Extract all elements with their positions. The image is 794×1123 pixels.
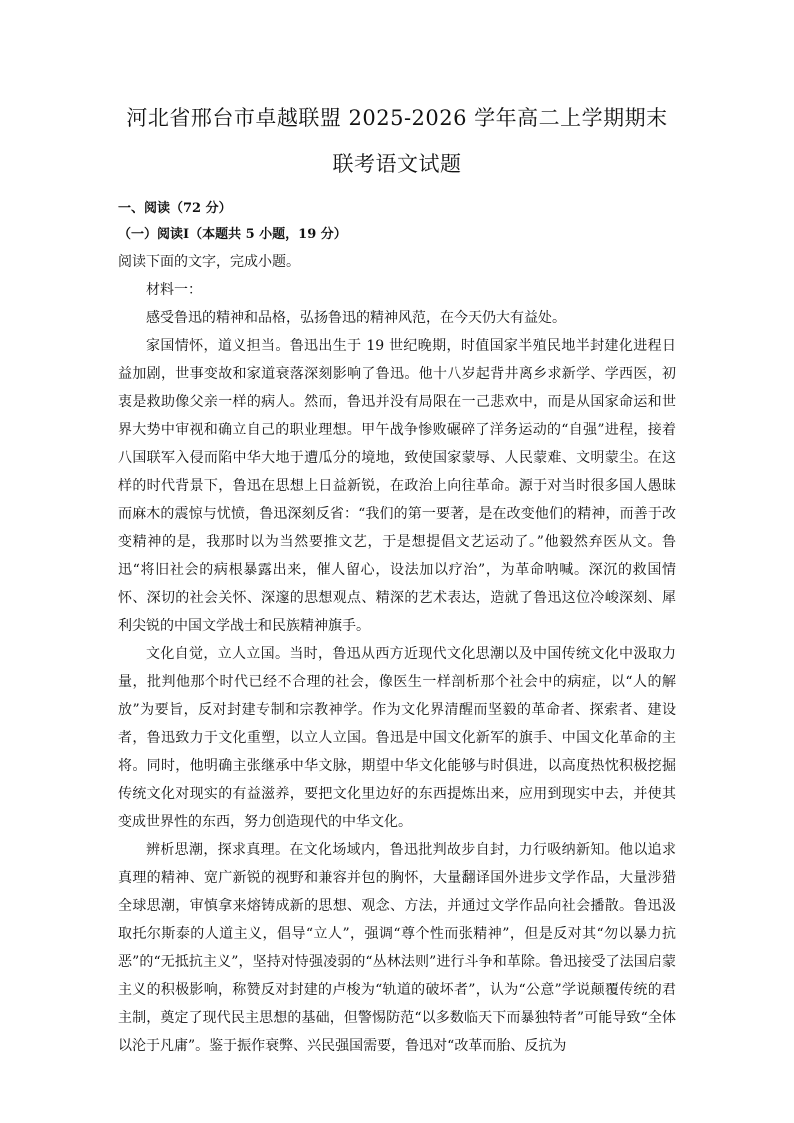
exam-title-line1: 河北省邢台市卓越联盟 2025-2026 学年高二上学期期末 [126, 106, 668, 130]
paragraph-intro: 感受鲁迅的精神和品格，弘扬鲁迅的精神风范，在今天仍大有益处。 [146, 310, 566, 326]
paragraph-cultural-awareness: 文化自觉，立人立国。当时，鲁迅从西方近现代文化思潮以及中国传统文化中汲取力量，批判他那个时代已经不合理的社会，像医生一样剖析那个社会中的病症，以“人的解放”为要旨，反对封建专制和宗教神学。作为文化界清醒而坚毅的革命者、探索者、建设者，鲁迅致力于文化重塑，以立人立国。鲁迅是中国文化新军的旗手、中国文化革命的主将。同时，他明确主张继承中华文脉，期望中华文化能够与时俱进，以高度热忱积极挖掘传统文化对现实的有益滋养，要把文化里边好的东西提炼出来，应用到现实中去，并使其变成世界性的东西，努力创造现代的中华文化。 [118, 646, 676, 830]
paragraph-seeking-truth: 辨析思潮，探求真理。在文化场域内，鲁迅批判故步自封，力行吸纳新知。他以追求真理的精神、宽广新锐的视野和兼容并包的胸怀，大量翻译国外进步文学作品，大量涉猎全球思潮，审慎拿来熔铸成新的思想、观念、方法，并通过文学作品向社会播散。鲁迅汲取托尔斯泰的人道主义，倡导“立人”，强调“尊个性而张精神”，但是反对其“勿以暴力抗恶”的“无抵抗主义”，坚持对恃强凌弱的“丛林法则”进行斗争和革除。鲁迅接受了法国启蒙主义的积极影响，称赞反对封建的卢梭为“轨道的破坏者”，认为“公意”学说颠覆传统的君主制，奠定了现代民主思想的基础，但警惕防范“以多数临天下而暴独特者”可能导致“全体以沦于凡庸”。鉴于振作衰弊、兴民强国需要，鲁迅对“改革而胎、反抗为 [118, 842, 676, 1054]
material-label: 材料一： [146, 282, 202, 298]
subsection-heading: （一）阅读Ⅰ（本题共 5 小题，19 分） [118, 227, 347, 242]
paragraph-family-country: 家国情怀，道义担当。鲁迅出生于 19 世纪晚期，时值国家半殖民地半封建化进程日益加剧，世事变故和家道衰落深刻影响了鲁迅。他十八岁起背井离乡求新学、学西医，初衷是救助像父亲一样的病人。然而，鲁迅并没有局限在一己悲欢中，而是从国家命运和世界大势中审视和确立自己的职业理想。甲午战争惨败碾碎了洋务运动的“自强”进程，接着八国联军入侵而陷中华大地于遭瓜分的境地，致使国家蒙辱、人民蒙难、文明蒙尘。在这样的时代背景下，鲁迅在思想上日益新锐，在政治上向往革命。源于对当时很多国人愚昧而麻木的震惊与忧愤，鲁迅深刻反省：“我们的第一要著，是在改变他们的精神，而善于改变精神的是，我那时以为当然要推文艺，于是想提倡文艺运动了。”他毅然弃医从文。鲁迅“将旧社会的病根暴露出来，催人留心，设法加以疗治”，为革命呐喊。深沉的救国情怀、深切的社会关怀、深邃的思想观点、精深的艺术表达，造就了鲁迅这位冷峻深刻、犀利尖锐的中国文学战士和民族精神旗手。 [118, 338, 676, 634]
exam-title-line2: 联考语文试题 [332, 152, 462, 176]
instruction-text: 阅读下面的文字，完成小题。 [118, 254, 300, 270]
section-heading: 一、阅读（72 分） [118, 201, 232, 216]
